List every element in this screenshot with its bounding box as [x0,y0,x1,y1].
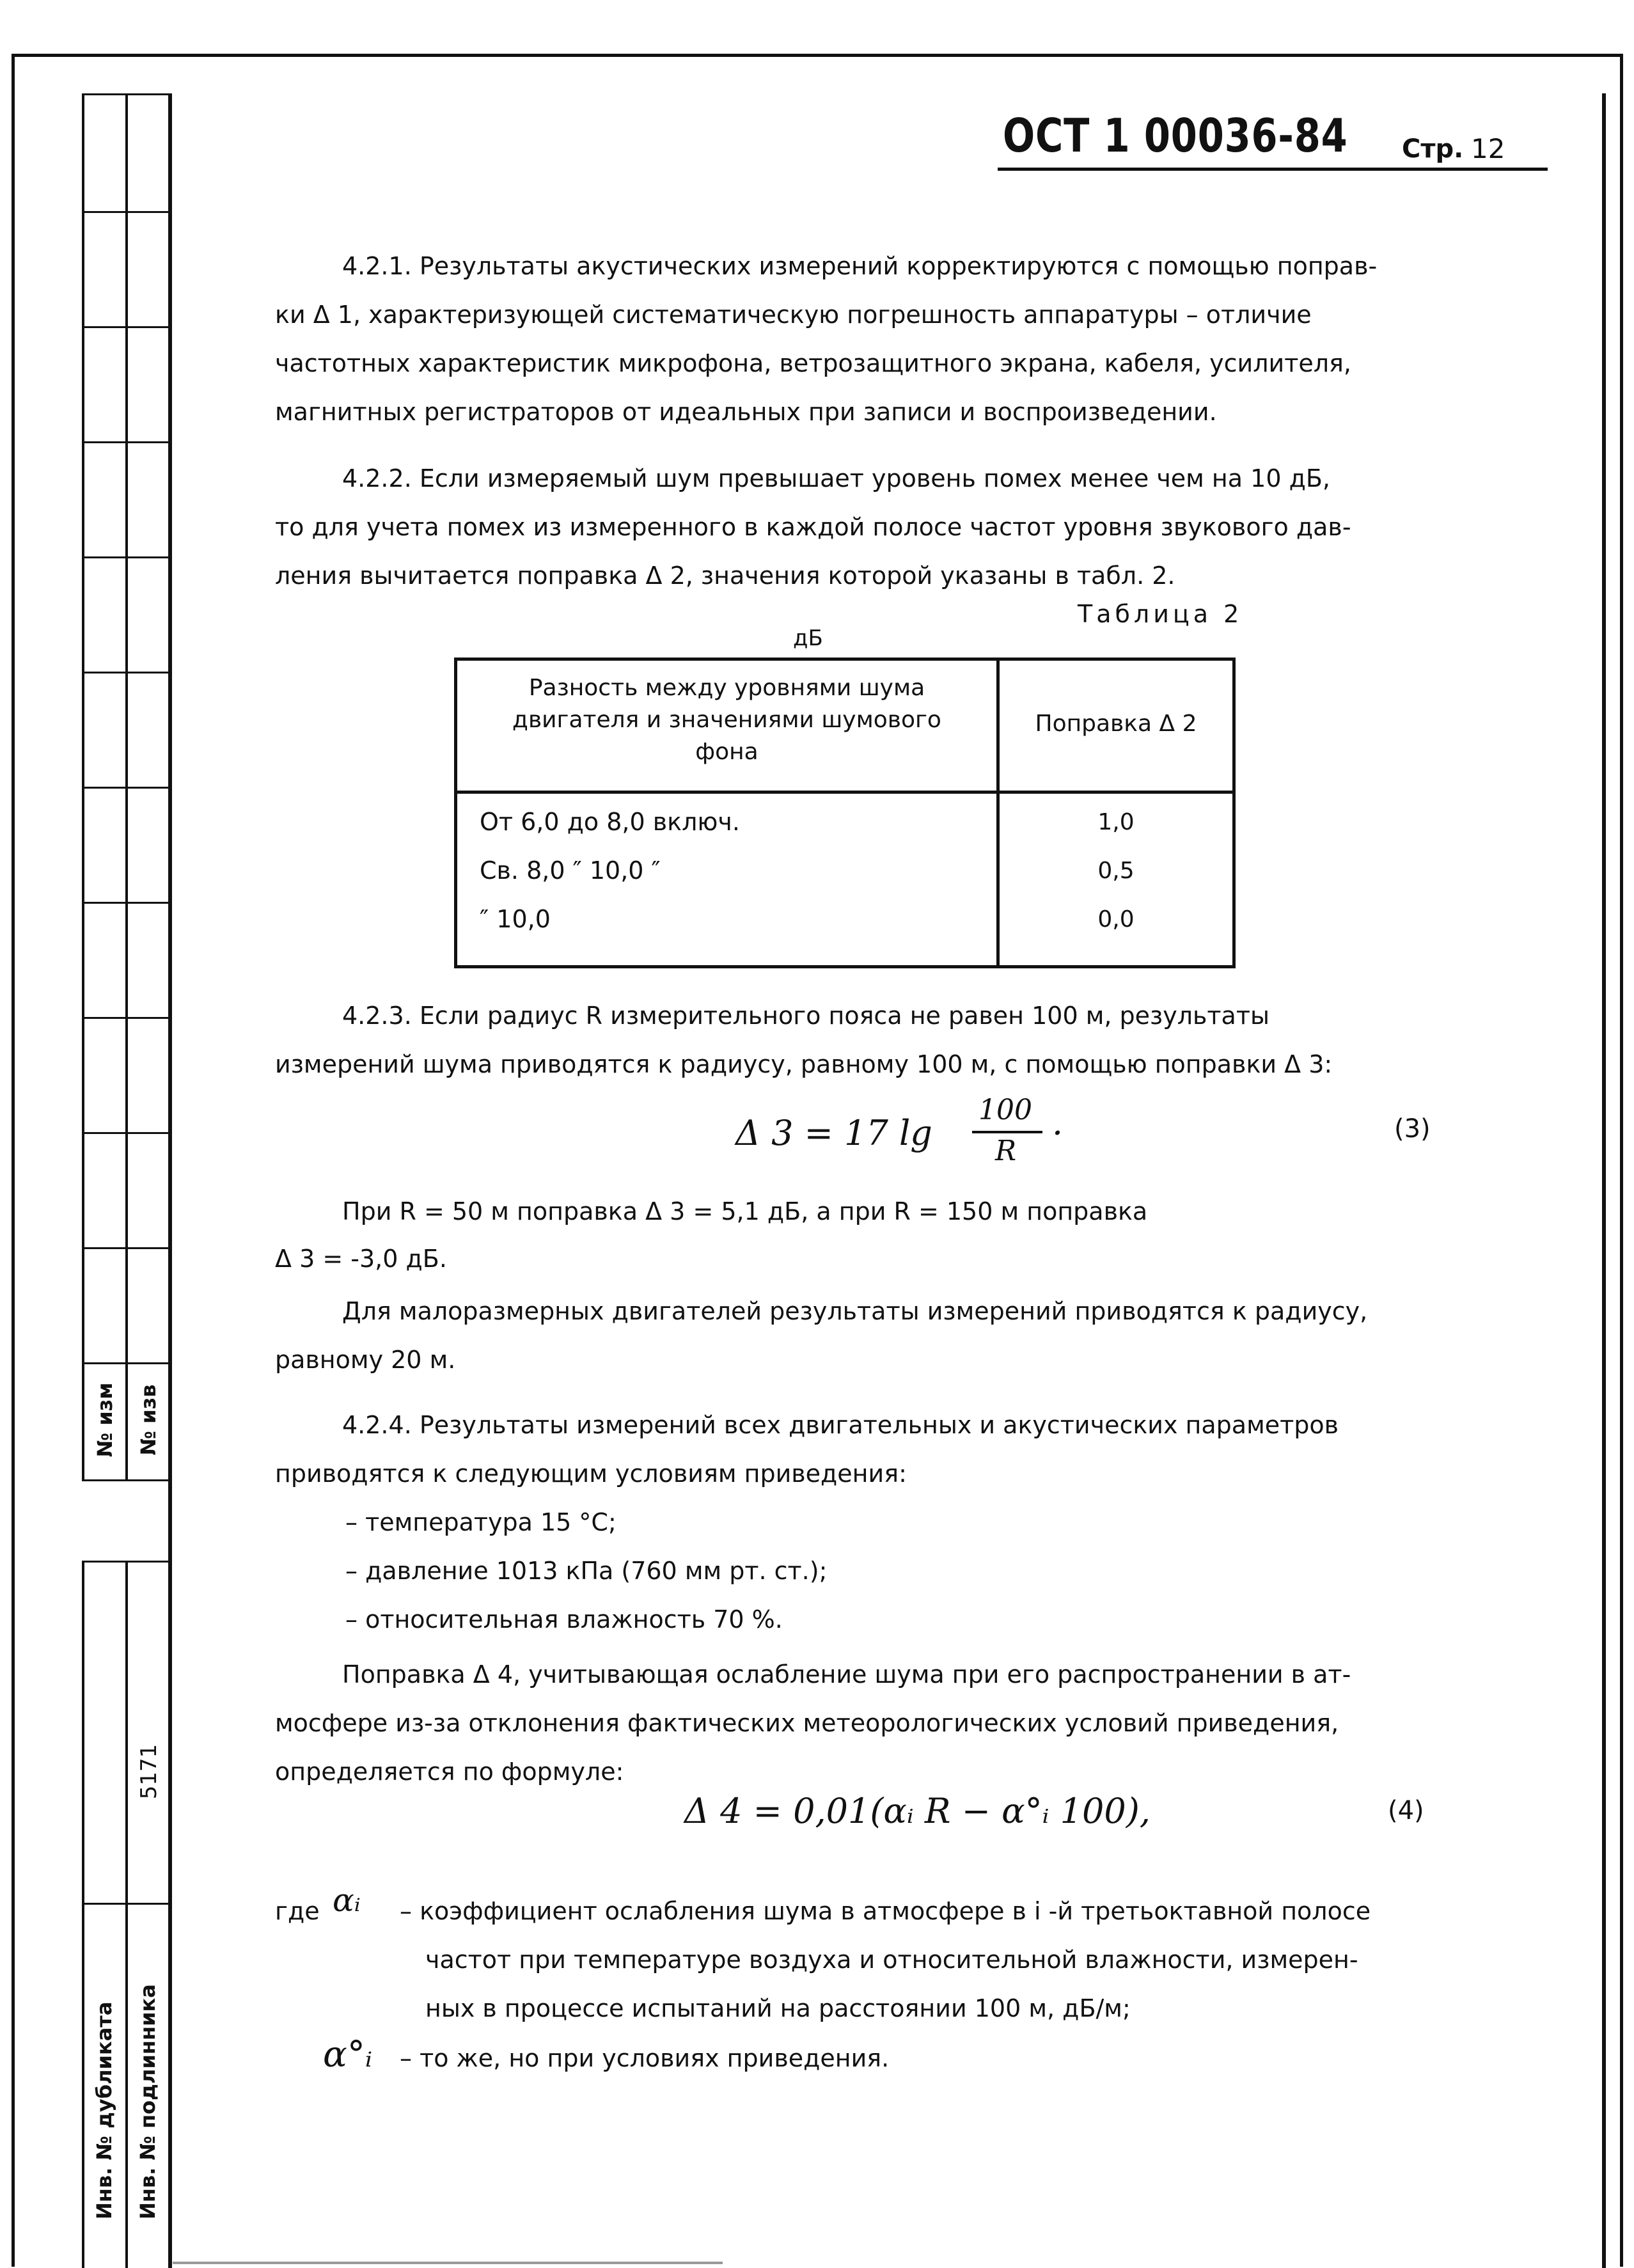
where-def-1-line-1: – коэффициент ослабления шума в атмосфере в i -й третьоктавной полосе [400,1897,1371,1925]
stamp-grid-line [82,1132,171,1134]
condition-humidity: – относительная влажность 70 %. [345,1605,783,1634]
table-row-2-corr: 0,5 [1097,858,1135,884]
para-4-2-4-line-1: 4.2.4. Результаты измерений всех двигательных и акустических параметров [342,1411,1339,1439]
header-diff-line-2: двигателя и значениями шумового [512,707,941,733]
para-4-2-3-line-1: 4.2.3. Если радиус R измерительного пояса не равен 100 м, результаты [342,1002,1269,1030]
inv-grid-line [82,1561,171,1563]
formula-4-number: (4) [1388,1796,1424,1825]
table-unit: дБ [793,626,823,651]
para-4-2-3-line-2: измерений шума приводятся к радиусу, равному 100 м, с помощью поправки Δ 3: [275,1050,1333,1078]
stamp-grid-line [82,441,171,443]
table-2 [454,658,1236,968]
stamp-grid-line [82,1247,171,1249]
page-label: Стр. [1402,134,1464,164]
condition-temperature: – температура 15 °С; [345,1508,617,1536]
para-4-2-2-line-2: то для учета помех из измеренного в каждой полосе частот уровня звукового дав- [275,513,1351,541]
formula-4: Δ 4 = 0,01(αᵢ R − α°ᵢ 100), [684,1791,1151,1831]
formula-3-denominator: R [995,1135,1017,1167]
formula-3-number: (3) [1394,1114,1431,1144]
para-4-2-2-line-3: ления вычитается поправка Δ 2, значения которой указаны в табл. 2. [275,562,1175,590]
inv-number: 5171 [136,1744,162,1800]
para-4-2-4b-line-1: Поправка Δ 4, учитывающая ослабление шума при его распространении в ат- [342,1660,1351,1689]
header-rule [998,168,1548,171]
bottom-rule [173,2262,723,2264]
para-4-2-3b-line-1: При R = 50 м поправка Δ 3 = 5,1 дБ, а при R = 150 м поправка [342,1197,1148,1225]
where-def-2: – то же, но при условиях приведения. [400,2044,890,2072]
para-4-2-1-line-4: магнитных регистраторов от идеальных при записи и воспроизведении. [275,398,1217,426]
header-diff-line-1: Разность между уровнями шума [528,675,925,701]
table-header-difference [457,672,996,768]
stamp-grid-line [82,326,171,328]
inv-original-label: Инв. № подлинника [136,1984,160,2219]
stamp-grid-line [82,556,171,558]
stamp-grid-line [82,902,171,904]
table-row-3-corr: 0,0 [1097,906,1135,933]
para-4-2-1-line-2: ки Δ 1, характеризующей систематическую погрешность аппаратуры – отличие [275,301,1312,329]
para-4-2-1-line-1: 4.2.1. Результаты акустических измерений корректируются с помощью поправ- [342,252,1378,280]
table-row-1-diff: От 6,0 до 8,0 включ. [480,808,740,836]
condition-pressure: – давление 1013 кПа (760 мм рт. ст.); [345,1557,828,1585]
where-symbol-alpha-i: αᵢ [333,1882,361,1919]
stamp-izv-label: № изв [136,1384,161,1456]
header-diff-line-3: фона [695,739,758,765]
para-4-2-4b-line-2: мосфере из-за отклонения фактических метеорологических условий приведения, [275,1709,1339,1737]
para-4-2-3c-line-2: равному 20 м. [275,1346,456,1374]
table-caption: Таблица 2 [1078,600,1243,628]
formula-3-lhs: Δ 3 = 17 lg [735,1113,932,1153]
para-4-2-1-line-3: частотных характеристик микрофона, ветрозащитного экрана, кабеля, усилителя, [275,349,1351,377]
stamp-grid-line [82,672,171,673]
table-row-3-diff: ″ 10,0 [480,905,551,933]
formula-3-tail: · [1052,1113,1064,1153]
formula-3-numerator: 100 [978,1094,1032,1126]
inv-duplicate-label: Инв. № дубликата [92,2001,116,2219]
where-def-1-line-2: частот при температуре воздуха и относительной влажности, измерен- [425,1946,1358,1974]
stamp-grid-line [82,93,171,95]
where-symbol-alpha-i-0: α°ᵢ [323,2034,373,2075]
stamp-grid-line [82,787,171,789]
stamp-grid-line [82,1362,171,1364]
page-number: 12 [1471,133,1505,164]
stamp-grid-line [82,1017,171,1019]
para-4-2-3b-line-2: Δ 3 = -3,0 дБ. [275,1245,447,1273]
where-def-1-line-3: ных в процессе испытаний на расстоянии 100 м, дБ/м; [425,1994,1131,2022]
table-header-divider [457,791,1232,794]
stamp-izm-label: № изм [93,1382,117,1458]
where-prefix: где [275,1897,320,1925]
document-code: ОСТ 1 00036-84 [1003,109,1348,162]
table-row-1-corr: 1,0 [1097,809,1135,835]
stamp-grid-line [82,211,171,213]
inv-grid-line [82,1903,171,1905]
para-4-2-2-line-1: 4.2.2. Если измеряемый шум превышает уровень помех менее чем на 10 дБ, [342,464,1330,492]
stamp-grid-line [82,1479,171,1481]
formula-3-fraction-bar [972,1131,1042,1133]
para-4-2-4-line-2: приводятся к следующим условиям приведения: [275,1460,907,1488]
table-row-2-diff: Св. 8,0 ″ 10,0 ″ [480,856,661,885]
table-header-correction: Поправка Δ 2 [1035,711,1197,737]
para-4-2-4b-line-3: определяется по формуле: [275,1758,624,1786]
para-4-2-3c-line-1: Для малоразмерных двигателей результаты измерений приводятся к радиусу, [342,1297,1368,1325]
